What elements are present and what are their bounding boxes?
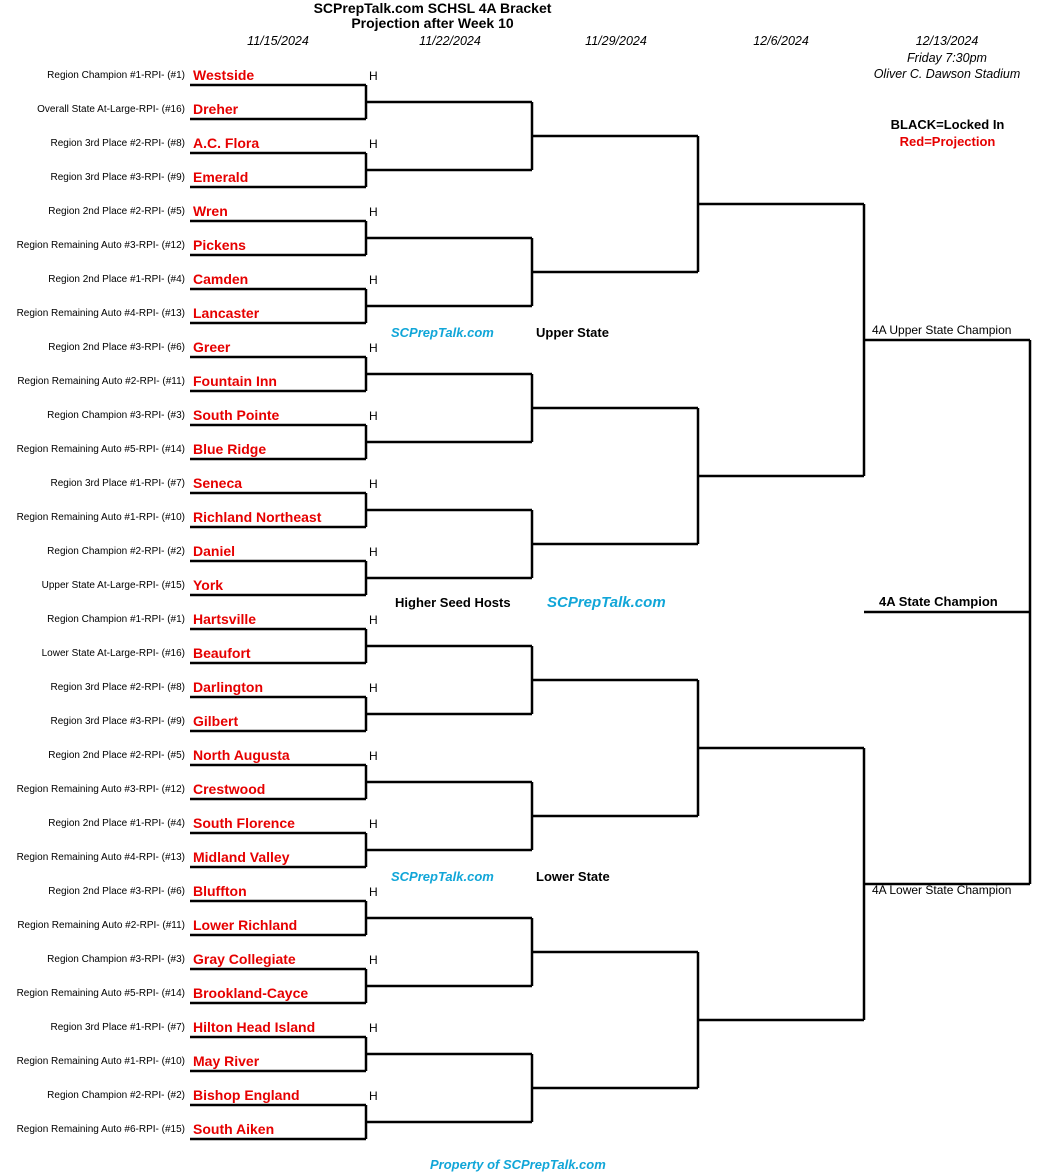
footer-credit: Property of SCPrepTalk.com xyxy=(430,1157,606,1172)
team-name: May River xyxy=(193,1053,260,1069)
seed-slot-label: Region Champion #2-RPI- (#2) xyxy=(47,546,185,557)
seed-slot-label: Region 2nd Place #2-RPI- (#5) xyxy=(48,206,185,217)
seed-slot-label: Region Remaining Auto #3-RPI- (#12) xyxy=(16,784,185,795)
watermark-center: SCPrepTalk.com xyxy=(547,594,666,611)
team-name: Daniel xyxy=(193,543,236,559)
seed-slot-label: Region 2nd Place #1-RPI- (#4) xyxy=(48,274,185,285)
team-name: Blue Ridge xyxy=(193,441,267,457)
higher-seed-hosts-label: Higher Seed Hosts xyxy=(395,595,511,610)
host-marker: H xyxy=(369,681,378,695)
round-4-date: 12/6/2024 xyxy=(753,34,809,48)
team-name: Brookland-Cayce xyxy=(193,985,309,1001)
watermark-lower: SCPrepTalk.com xyxy=(391,869,494,884)
seed-slot-label: Region 3rd Place #1-RPI- (#7) xyxy=(50,1022,185,1033)
seed-slot-label: Region Remaining Auto #6-RPI- (#15) xyxy=(16,1124,185,1135)
host-marker: H xyxy=(369,613,378,627)
round-2-date: 11/22/2024 xyxy=(419,34,481,48)
host-marker: H xyxy=(369,953,378,967)
legend-locked: BLACK=Locked In xyxy=(890,117,1005,132)
team-name: Gray Collegiate xyxy=(193,951,296,967)
team-name: Bishop England xyxy=(193,1087,300,1103)
seed-slot-label: Region 2nd Place #3-RPI- (#6) xyxy=(48,886,185,897)
team-name: Dreher xyxy=(193,101,239,117)
host-marker: H xyxy=(369,477,378,491)
team-name: Hartsville xyxy=(193,611,257,627)
host-marker: H xyxy=(369,409,378,423)
seed-slot-label: Overall State At-Large-RPI- (#16) xyxy=(37,104,185,115)
host-marker: H xyxy=(369,341,378,355)
team-name: Seneca xyxy=(193,475,243,491)
upper-state-label: Upper State xyxy=(536,325,609,340)
seed-slot-label: Region 3rd Place #2-RPI- (#8) xyxy=(50,682,185,693)
host-marker: H xyxy=(369,1089,378,1103)
host-marker: H xyxy=(369,749,378,763)
seed-slot-label: Region Champion #1-RPI- (#1) xyxy=(47,70,185,81)
team-name: Lower Richland xyxy=(193,917,298,933)
final-venue: Oliver C. Dawson Stadium xyxy=(873,67,1021,81)
team-name: South Aiken xyxy=(193,1121,275,1137)
seed-slot-label: Lower State At-Large-RPI- (#16) xyxy=(41,648,185,659)
seed-slot-label: Region 3rd Place #3-RPI- (#9) xyxy=(50,172,185,183)
seed-slot-label: Region Remaining Auto #5-RPI- (#14) xyxy=(16,988,185,999)
team-name: Midland Valley xyxy=(193,849,290,865)
team-name: Hilton Head Island xyxy=(193,1019,316,1035)
watermark-upper: SCPrepTalk.com xyxy=(391,325,494,340)
team-name: York xyxy=(193,577,224,593)
team-name: Wren xyxy=(193,203,228,219)
round-1-date: 11/15/2024 xyxy=(247,34,309,48)
final-time: Friday 7:30pm xyxy=(907,51,987,65)
seed-slot-label: Region Champion #3-RPI- (#3) xyxy=(47,410,185,421)
team-name: Gilbert xyxy=(193,713,239,729)
bracket-title: SCPrepTalk.com SCHSL 4A Bracket xyxy=(313,0,552,16)
team-name: South Pointe xyxy=(193,407,280,423)
lower-state-champion-label: 4A Lower State Champion xyxy=(872,883,1012,897)
host-marker: H xyxy=(369,1021,378,1035)
lower-state-label: Lower State xyxy=(536,869,610,884)
team-name: South Florence xyxy=(193,815,295,831)
bracket-subtitle: Projection after Week 10 xyxy=(351,15,514,31)
seed-slot-label: Region 2nd Place #1-RPI- (#4) xyxy=(48,818,185,829)
team-name: Pickens xyxy=(193,237,246,253)
seed-slot-label: Region Remaining Auto #4-RPI- (#13) xyxy=(16,852,185,863)
team-name: Crestwood xyxy=(193,781,266,797)
seed-slot-label: Region Remaining Auto #5-RPI- (#14) xyxy=(16,444,185,455)
team-name: Beaufort xyxy=(193,645,251,661)
seed-slot-label: Region Champion #1-RPI- (#1) xyxy=(47,614,185,625)
team-name: Camden xyxy=(193,271,249,287)
seed-slot-label: Region Remaining Auto #1-RPI- (#10) xyxy=(16,1056,185,1067)
seed-slot-label: Region 2nd Place #3-RPI- (#6) xyxy=(48,342,185,353)
host-marker: H xyxy=(369,205,378,219)
team-name: Fountain Inn xyxy=(193,373,277,389)
team-name: North Augusta xyxy=(193,747,290,763)
host-marker: H xyxy=(369,885,378,899)
team-name: Darlington xyxy=(193,679,263,695)
seed-slot-label: Region 2nd Place #2-RPI- (#5) xyxy=(48,750,185,761)
state-champion-label: 4A State Champion xyxy=(879,594,998,609)
host-marker: H xyxy=(369,817,378,831)
team-name: Lancaster xyxy=(193,305,260,321)
team-name: Emerald xyxy=(193,169,249,185)
seed-slot-label: Region Remaining Auto #1-RPI- (#10) xyxy=(16,512,185,523)
host-marker: H xyxy=(369,137,378,151)
team-name: Richland Northeast xyxy=(193,509,322,525)
upper-state-champion-label: 4A Upper State Champion xyxy=(872,323,1012,337)
final-date: 12/13/2024 xyxy=(915,34,979,48)
seed-slot-label: Region Champion #3-RPI- (#3) xyxy=(47,954,185,965)
seed-slot-label: Upper State At-Large-RPI- (#15) xyxy=(41,580,185,591)
legend-projection: Red=Projection xyxy=(899,134,996,149)
team-name: Greer xyxy=(193,339,231,355)
host-marker: H xyxy=(369,273,378,287)
seed-slot-label: Region Remaining Auto #2-RPI- (#11) xyxy=(17,920,185,931)
seed-slot-label: Region 3rd Place #2-RPI- (#8) xyxy=(50,138,185,149)
seed-slot-label: Region Remaining Auto #3-RPI- (#12) xyxy=(16,240,185,251)
round-3-date: 11/29/2024 xyxy=(585,34,647,48)
seed-slot-label: Region Remaining Auto #4-RPI- (#13) xyxy=(16,308,185,319)
seed-slot-label: Region Champion #2-RPI- (#2) xyxy=(47,1090,185,1101)
team-name: Bluffton xyxy=(193,883,247,899)
team-name: A.C. Flora xyxy=(193,135,260,151)
team-name: Westside xyxy=(193,67,255,83)
host-marker: H xyxy=(369,545,378,559)
seed-slot-label: Region Remaining Auto #2-RPI- (#11) xyxy=(17,376,185,387)
host-marker: H xyxy=(369,69,378,83)
seed-slot-label: Region 3rd Place #3-RPI- (#9) xyxy=(50,716,185,727)
seed-slot-label: Region 3rd Place #1-RPI- (#7) xyxy=(50,478,185,489)
